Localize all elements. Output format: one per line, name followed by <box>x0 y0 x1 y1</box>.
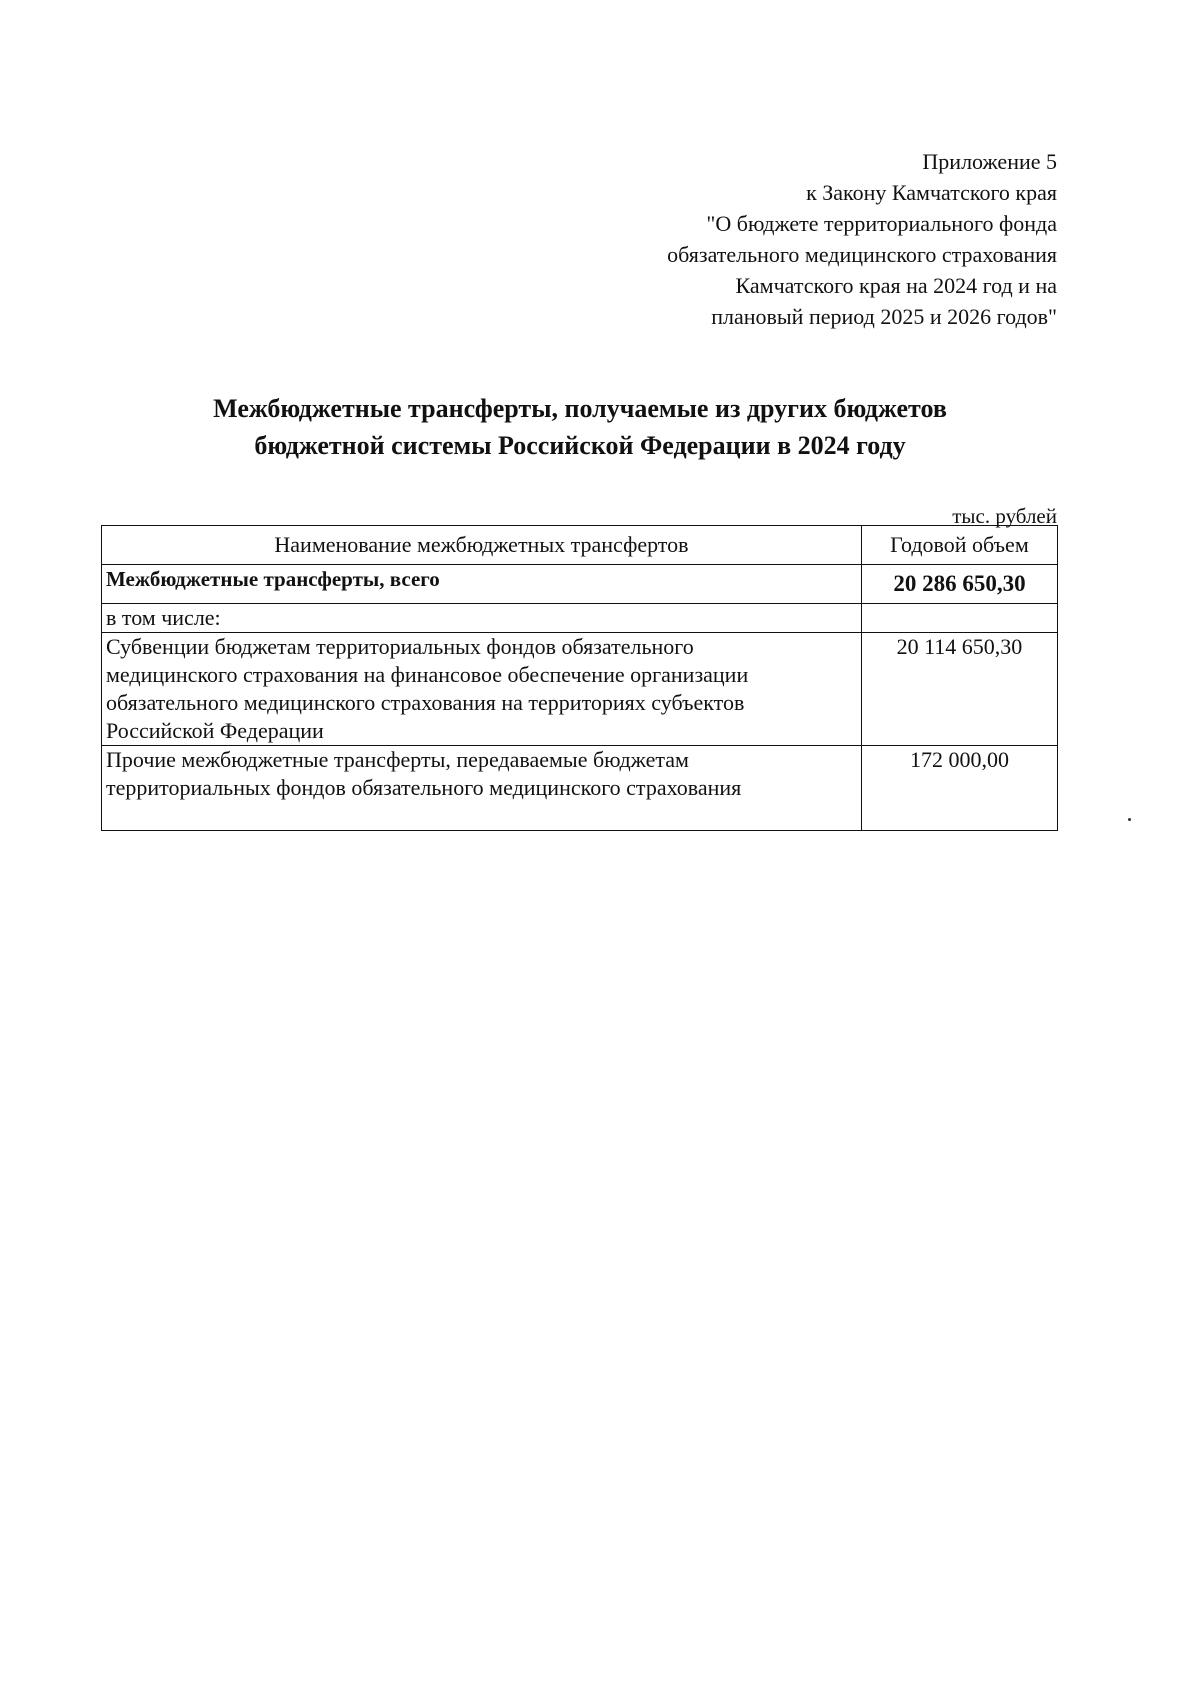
document-title-line: Межбюджетные трансферты, получаемые из других бюджетов <box>213 394 947 423</box>
subvention-name-line: обязательного медицинского страхования на территориях субъектов <box>106 690 745 715</box>
scan-speck <box>1128 818 1131 821</box>
other-transfers-name <box>102 746 862 831</box>
appendix-law-ref: к Закону Камчатского края <box>806 180 1057 205</box>
appendix-law-title-line: Камчатского края на 2024 год и на <box>735 273 1057 298</box>
transfers-table <box>101 525 1058 831</box>
appendix-number: Приложение 5 <box>922 149 1057 174</box>
column-header-amount: Годовой объем <box>861 526 1057 565</box>
table-row-total <box>102 565 1058 604</box>
appendix-header <box>667 146 1057 332</box>
units-label: тыс. рублей <box>952 504 1057 528</box>
other-transfers-amount: 172 000,00 <box>861 746 1057 831</box>
table-row <box>102 746 1058 831</box>
subvention-name-line: медицинского страхования на финансовое обеспечение организации <box>106 662 749 687</box>
appendix-law-title-line: плановый период 2025 и 2026 годов" <box>711 304 1057 329</box>
table-row <box>102 633 1058 746</box>
including-label: в том числе: <box>102 604 862 633</box>
other-transfers-name-line: Прочие межбюджетные трансферты, передаваемые бюджетам <box>106 747 689 772</box>
table-header-row <box>102 526 1058 565</box>
subvention-name-line: Российской Федерации <box>106 718 324 743</box>
appendix-law-title-line: обязательного медицинского страхования <box>667 242 1057 267</box>
document-title <box>100 390 1060 464</box>
total-amount: 20 286 650,30 <box>861 565 1057 604</box>
table-row-including <box>102 604 1058 633</box>
column-header-name: Наименование межбюджетных трансфертов <box>102 526 862 565</box>
subvention-name <box>102 633 862 746</box>
subvention-amount: 20 114 650,30 <box>861 633 1057 746</box>
including-amount <box>861 604 1057 633</box>
document-title-line: бюджетной системы Российской Федерации в 2024 году <box>254 431 906 460</box>
subvention-name-line: Субвенции бюджетам территориальных фондов обязательного <box>106 634 694 659</box>
appendix-law-title-line: "О бюджете территориального фонда <box>706 211 1057 236</box>
total-name: Межбюджетные трансферты, всего <box>102 565 862 604</box>
other-transfers-name-line: территориальных фондов обязательного медицинского страхования <box>106 775 742 800</box>
